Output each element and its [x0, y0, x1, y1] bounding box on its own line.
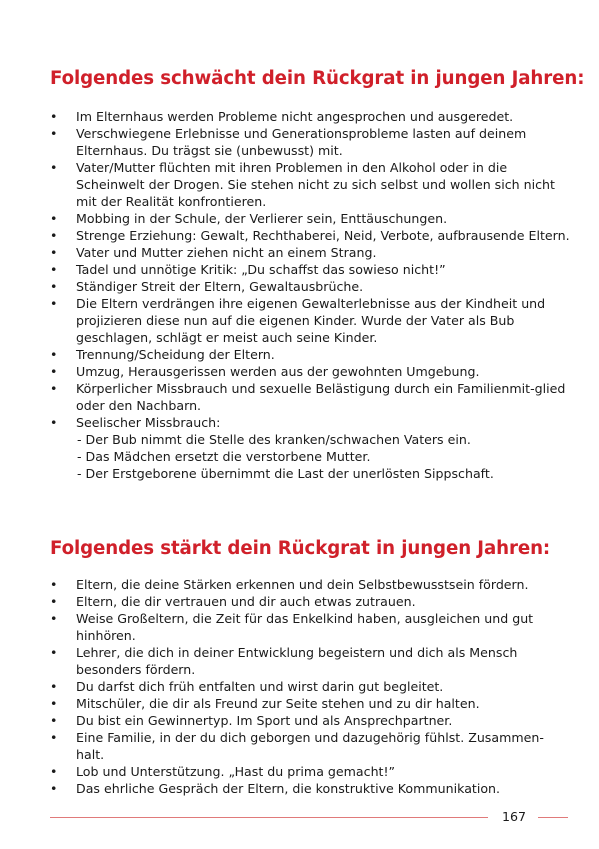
- list-item: [50, 159, 570, 210]
- list-item-text: Im Elternhaus werden Probleme nicht angesprochen und ausgeredet.: [76, 109, 514, 124]
- footer-rule-right: [538, 817, 568, 818]
- list-item-text: Die Eltern verdrängen ihre eigenen Gewalterlebnisse aus der Kindheit und projizieren diese nun auf die eigenen Kinder. Wurde der Vater als Bub geschlagen, schlägt er meist auch seine Kinder.: [76, 296, 546, 345]
- list-item-text: Umzug, Herausgerissen werden aus der gewohnten Umgebung.: [76, 364, 480, 379]
- list-item: [50, 278, 570, 295]
- list-item-text: Du darfst dich früh entfalten und wirst darin gut begleitet.: [76, 679, 444, 694]
- strengthens-list: [50, 576, 570, 797]
- list-item: [50, 261, 570, 278]
- list-item: [50, 729, 570, 763]
- list-item: [50, 712, 570, 729]
- list-item: [50, 576, 570, 593]
- list-item-text: Du bist ein Gewinnertyp. Im Sport und als Ansprechpartner.: [76, 713, 453, 728]
- list-item-text: Weise Großeltern, die Zeit für das Enkelkind haben, ausgleichen und gut hinhören.: [76, 611, 534, 643]
- list-item-text: Ständiger Streit der Eltern, Gewaltausbrüche.: [76, 279, 364, 294]
- list-item: [50, 244, 570, 261]
- list-item: [50, 610, 570, 644]
- list-item: [50, 780, 570, 797]
- list-item: [50, 593, 570, 610]
- list-item: [50, 346, 570, 363]
- page-number: 167: [502, 809, 527, 824]
- sub-item: - Das Mädchen ersetzt die verstorbene Mutter.: [77, 449, 371, 464]
- sub-item: - Der Bub nimmt die Stelle des kranken/schwachen Vaters ein.: [77, 432, 471, 447]
- list-item-text: Das ehrliche Gespräch der Eltern, die konstruktive Kommunikation.: [76, 781, 501, 796]
- list-item: [50, 763, 570, 780]
- list-item: [50, 210, 570, 227]
- list-item: [50, 363, 570, 380]
- list-item: [50, 227, 570, 244]
- footer-rule-left: [50, 817, 488, 818]
- list-item-text: Lob und Unterstützung. „Hast du prima gemacht!”: [76, 764, 396, 779]
- list-item-text: Tadel und unnötige Kritik: „Du schaffst das sowieso nicht!”: [76, 262, 446, 277]
- list-item-text: Seelischer Missbrauch:: [76, 415, 221, 430]
- weakens-list: [50, 108, 570, 482]
- section-heading-strengthens: Folgendes stärkt dein Rückgrat in jungen Jahren:: [50, 538, 551, 559]
- list-item: [50, 644, 570, 678]
- list-item-text: Körperlicher Missbrauch und sexuelle Belästigung durch ein Familienmit-glied oder den Nachbarn.: [76, 381, 566, 413]
- list-item-text: Eltern, die dir vertrauen und dir auch etwas zutrauen.: [76, 594, 416, 609]
- list-item-text: Vater und Mutter ziehen nicht an einem Strang.: [76, 245, 377, 260]
- list-item-text: Mitschüler, die dir als Freund zur Seite stehen und zu dir halten.: [76, 696, 480, 711]
- list-item-text: Lehrer, die dich in deiner Entwicklung begeistern und dich als Mensch besonders fördern.: [76, 645, 518, 677]
- list-item-text: Vater/Mutter flüchten mit ihren Problemen in den Alkohol oder in die Scheinwelt der Drogen. Sie stehen nicht zu sich selbst und wollen sich nicht mit der Realität konfrontieren.: [76, 160, 555, 209]
- list-item-text: Eltern, die deine Stärken erkennen und dein Selbstbewusstsein fördern.: [76, 577, 529, 592]
- sub-item: - Der Erstgeborene übernimmt die Last der unerlösten Sippschaft.: [77, 466, 494, 481]
- list-item: [50, 125, 570, 159]
- list-item: [50, 678, 570, 695]
- list-item-text: Mobbing in der Schule, der Verlierer sein, Enttäuschungen.: [76, 211, 448, 226]
- list-item: [50, 295, 570, 346]
- list-item-text: Verschwiegene Erlebnisse und Generationsprobleme lasten auf deinem Elternhaus. Du trägst sie (unbewusst) mit.: [76, 126, 527, 158]
- list-item-text: Strenge Erziehung: Gewalt, Rechthaberei, Neid, Verbote, aufbrausende Eltern.: [76, 228, 570, 243]
- list-item-text: Trennung/Scheidung der Eltern.: [76, 347, 275, 362]
- list-item: [50, 695, 570, 712]
- section-heading-weakens: Folgendes schwächt dein Rückgrat in jungen Jahren:: [50, 68, 585, 89]
- list-item: [50, 414, 570, 482]
- list-item: [50, 380, 570, 414]
- list-item: [50, 108, 570, 125]
- list-item-text: Eine Familie, in der du dich geborgen und dazugehörig fühlst. Zusammen-halt.: [76, 730, 544, 762]
